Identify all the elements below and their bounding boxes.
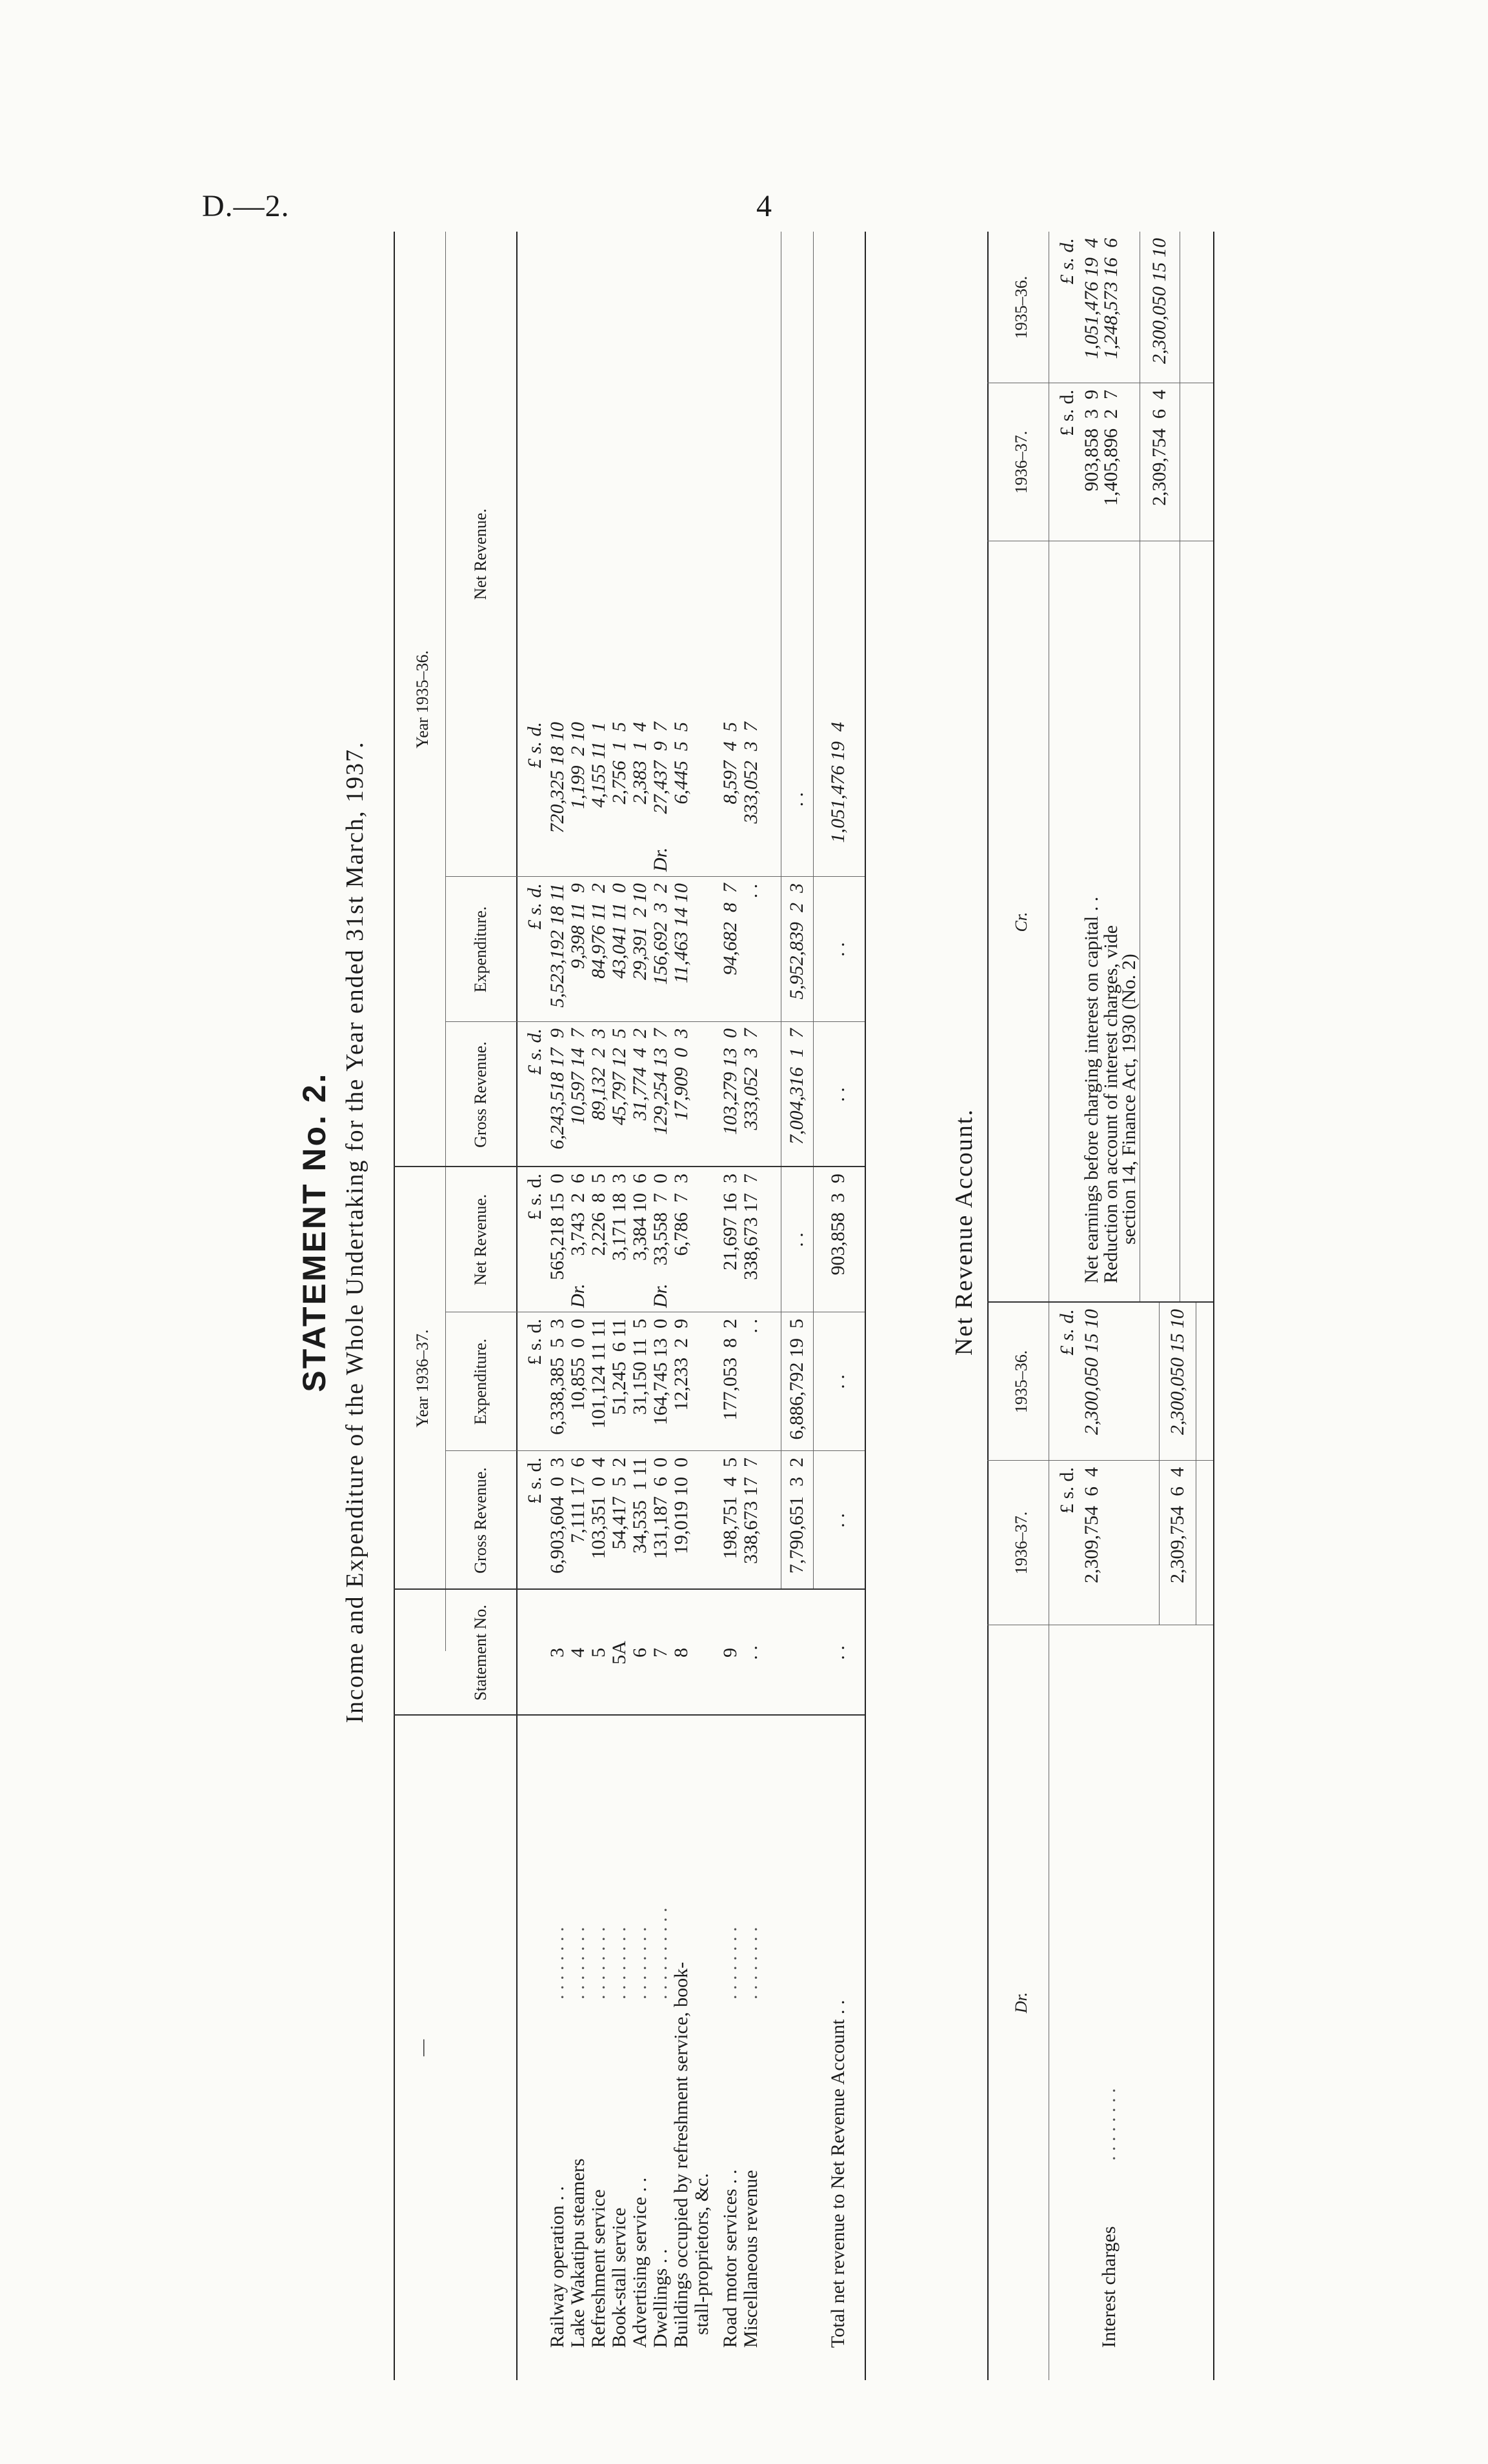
nra-top-rule bbox=[987, 232, 989, 2380]
cell-gross-1935-36: 10,597 14 7 bbox=[567, 1028, 588, 1125]
currency-expenditure-1936-37: £ s. d. bbox=[524, 1319, 545, 1365]
cell-gross-1935-36: 6,243,518 17 9 bbox=[547, 1028, 568, 1150]
nra-dr-row-1935-36: 2,300,050 15 10 bbox=[1081, 1309, 1102, 1435]
row-label: Miscellaneous revenue bbox=[740, 2170, 761, 2348]
nra-dr-row-label: Interest charges bbox=[1098, 2226, 1120, 2348]
cell-stmt-no: 7 bbox=[650, 1648, 671, 1658]
cell-expenditure-1935-36: 9,398 11 9 bbox=[567, 883, 588, 969]
nra-dr-header-1936-37: 1936–37. bbox=[1012, 1511, 1031, 1575]
cell-net-1936-37: 33,558 7 0 bbox=[650, 1174, 671, 1266]
total-net-1935-36: 1,051,476 19 4 bbox=[827, 722, 849, 843]
cell-expenditure-1936-37: 12,233 2 9 bbox=[670, 1319, 692, 1411]
col-header-expenditure-1936-37: Expenditure. bbox=[471, 1338, 490, 1425]
subtotal-net-1936-37: . . bbox=[786, 1232, 807, 1247]
col-header-expenditure-1935-36: Expenditure. bbox=[471, 906, 490, 993]
row-label: Road motor services . . bbox=[719, 2169, 741, 2348]
cell-net-1936-37: 21,697 16 3 bbox=[719, 1174, 741, 1270]
subtotal-net-1935-36: . . bbox=[786, 792, 807, 807]
cell-expenditure-1936-37: 51,245 6 11 bbox=[608, 1319, 630, 1415]
table-bottom-rule bbox=[865, 232, 866, 2380]
subtotal-gross-1936-37: 7,790,651 3 2 bbox=[786, 1457, 807, 1574]
currency-gross-1936-37: £ s. d. bbox=[524, 1457, 545, 1504]
nra-currency-dr-1935-36: £ s. d. bbox=[1056, 1309, 1078, 1356]
cell-net-1935-36: 6,445 5 5 bbox=[670, 722, 692, 805]
cell-net-1935-36: 720,325 18 10 bbox=[547, 722, 568, 834]
nra-dr-row-leaders: . . . . . . . . bbox=[1098, 2088, 1120, 2161]
nra-dr-row-1936-37: 2,309,754 6 4 bbox=[1081, 1467, 1102, 1583]
nra-dr-header: Dr. bbox=[1012, 1992, 1031, 2014]
cell-expenditure-1935-36: 84,976 11 2 bbox=[588, 883, 609, 979]
row-leader-dots: . . . . . . . . bbox=[547, 1927, 568, 1999]
cell-stmt-no: 5 bbox=[588, 1648, 609, 1658]
subtotal-expenditure-1935-36: 5,952,839 2 3 bbox=[786, 883, 807, 999]
row-label: Dwellings . . bbox=[650, 2249, 671, 2348]
subtotal-expenditure-1936-37: 6,886,792 19 5 bbox=[786, 1319, 807, 1440]
cell-net-1935-36: 4,155 11 1 bbox=[588, 722, 609, 808]
col-header-gross-1936-37: Gross Revenue. bbox=[471, 1467, 490, 1574]
col-header-net-1935-36: Net Revenue. bbox=[471, 508, 490, 600]
total-gross-1936-37: . . bbox=[827, 1513, 849, 1528]
cell-expenditure-1935-36: 94,682 8 7 bbox=[719, 883, 741, 976]
cell-expenditure-1936-37: 177,053 8 2 bbox=[719, 1319, 741, 1421]
cell-gross-1936-37: 103,351 0 4 bbox=[588, 1457, 609, 1559]
statement-subtitle: Income and Expenditure of the Whole Undertaking for the Year ended 31st March, 1937. bbox=[341, 741, 368, 1723]
cell-stmt-no: . . bbox=[740, 1645, 761, 1660]
row-label: Book-stall service bbox=[608, 2207, 630, 2348]
row-label: stall-proprietors, &c. bbox=[691, 2173, 712, 2335]
nra-cr-header: Cr. bbox=[1012, 912, 1031, 932]
total-stmt: . . bbox=[827, 1645, 849, 1660]
cell-gross-1935-36: 129,254 13 7 bbox=[650, 1028, 671, 1135]
cell-expenditure-1936-37: 6,338,385 5 3 bbox=[547, 1319, 568, 1435]
cell-net-1936-37: 3,171 18 3 bbox=[608, 1174, 630, 1261]
nra-dr-total-rule-top bbox=[1159, 1303, 1160, 1625]
cell-gross-1936-37: 338,673 17 7 bbox=[740, 1457, 761, 1564]
nra-cr-total-1935-36: 2,300,050 15 10 bbox=[1149, 238, 1170, 364]
cell-gross-1936-37: 131,187 6 0 bbox=[650, 1457, 671, 1559]
cell-net-1936-37: 338,673 17 7 bbox=[740, 1174, 761, 1280]
cell-net-1935-36: 27,437 9 7 bbox=[650, 722, 671, 814]
nra-dr-total-1935-36: 2,300,050 15 10 bbox=[1167, 1309, 1188, 1435]
row-label: Railway operation . . bbox=[547, 2186, 568, 2348]
nra-cr-row-label-2: Reduction on account of interest charges, vide bbox=[1100, 925, 1121, 1283]
currency-expenditure-1935-36: £ s. d. bbox=[524, 883, 545, 930]
nra-cr-header-1936-37: 1936–37. bbox=[1012, 430, 1031, 494]
cell-net-1935-36: 1,199 2 10 bbox=[567, 722, 588, 809]
row-label: Buildings occupied by refreshment service, book- bbox=[670, 1961, 692, 2348]
row-label: Advertising service . . bbox=[629, 2177, 650, 2348]
row-leader-dots: . . . . . . . . bbox=[719, 1927, 741, 1999]
debit-marker-1935-36: Dr. bbox=[650, 847, 671, 872]
nra-cr-row-2-1935-36: 1,248,573 16 6 bbox=[1100, 238, 1121, 359]
total-expenditure-1935-36: . . bbox=[827, 942, 849, 957]
nra-cr-row-2-1936-37: 1,405,896 2 7 bbox=[1100, 390, 1121, 506]
cell-expenditure-1936-37: 10,855 0 0 bbox=[567, 1319, 588, 1411]
cell-stmt-no: 5A bbox=[608, 1641, 630, 1665]
cell-stmt-no: 8 bbox=[670, 1648, 692, 1658]
cell-expenditure-1936-37: 101,124 11 11 bbox=[588, 1319, 609, 1429]
nra-dr-total-1936-37: 2,309,754 6 4 bbox=[1167, 1467, 1188, 1583]
col-header-net-1936-37: Net Revenue. bbox=[471, 1194, 490, 1286]
subtotal-gross-1935-36: 7,004,316 1 7 bbox=[786, 1028, 807, 1145]
total-gross-1935-36: . . bbox=[827, 1087, 849, 1102]
cell-expenditure-1935-36: 5,523,192 18 11 bbox=[547, 883, 568, 1008]
nra-cr-total-1936-37: 2,309,754 6 4 bbox=[1149, 390, 1170, 506]
row-leader-dots: . . . . . . . . bbox=[608, 1927, 630, 1999]
row-leader-dots: . . . . . . . . bbox=[740, 1927, 761, 1999]
cell-gross-1936-37: 34,535 1 11 bbox=[629, 1457, 650, 1554]
cell-expenditure-1935-36: 43,041 11 0 bbox=[608, 883, 630, 979]
nra-dr-header-1935-36: 1935–36. bbox=[1012, 1350, 1031, 1414]
nra-bottom-rule bbox=[1213, 232, 1214, 2380]
total-expenditure-1936-37: . . bbox=[827, 1374, 849, 1389]
nra-cr-header-1935-36: 1935–36. bbox=[1012, 275, 1031, 339]
currency-net-1936-37: £ s. d. bbox=[524, 1174, 545, 1220]
row-leader-dots: . . . . . . . . bbox=[567, 1927, 588, 1999]
col-header-statement-no: Statement No. bbox=[471, 1605, 490, 1701]
cell-stmt-no: 3 bbox=[547, 1648, 568, 1658]
cell-gross-1935-36: 31,774 4 2 bbox=[629, 1028, 650, 1121]
cell-gross-1935-36: 17,909 0 3 bbox=[670, 1028, 692, 1121]
cell-gross-1935-36: 89,132 2 3 bbox=[588, 1028, 609, 1121]
cell-net-1936-37: 3,743 2 6 bbox=[567, 1174, 588, 1256]
cell-net-1935-36: 8,597 4 5 bbox=[719, 722, 741, 805]
row-leader-dots: . . . . . . . . bbox=[629, 1927, 650, 1999]
subtotal-rule-bottom bbox=[813, 232, 814, 1590]
cell-gross-1935-36: 103,279 13 0 bbox=[719, 1028, 741, 1135]
cell-net-1935-36: 2,756 1 5 bbox=[608, 722, 630, 805]
nra-cr-row-1-1935-36: 1,051,476 19 4 bbox=[1081, 238, 1102, 359]
nra-cr-row-label-1: Net earnings before charging interest on capital . . bbox=[1081, 896, 1102, 1283]
nra-currency-cr-1936-37: £ s. d. bbox=[1056, 390, 1078, 436]
cell-expenditure-1936-37: 31,150 11 5 bbox=[629, 1319, 650, 1415]
nra-currency-cr-1935-36: £ s. d. bbox=[1056, 238, 1078, 285]
page-number: 4 bbox=[756, 189, 772, 223]
cell-stmt-no: 6 bbox=[629, 1648, 650, 1658]
cell-expenditure-1935-36: 156,692 3 2 bbox=[650, 883, 671, 985]
cell-net-1936-37: 3,384 10 6 bbox=[629, 1174, 650, 1261]
total-net-1936-37: 903,858 3 9 bbox=[827, 1174, 849, 1276]
cell-gross-1936-37: 54,417 5 2 bbox=[608, 1457, 630, 1550]
cell-gross-1936-37: 6,903,604 0 3 bbox=[547, 1457, 568, 1574]
total-net-revenue-label: Total net revenue to Net Revenue Account . . bbox=[827, 1999, 849, 2348]
row-label: Refreshment service bbox=[588, 2189, 609, 2348]
page-reference: D.—2. bbox=[202, 189, 290, 223]
cell-expenditure-1936-37: 164,745 13 0 bbox=[650, 1319, 671, 1425]
cell-expenditure-1935-36: 29,391 2 10 bbox=[629, 883, 650, 980]
row-label: Lake Wakatipu steamers bbox=[567, 2158, 588, 2348]
table-top-rule bbox=[394, 232, 395, 2380]
nra-currency-dr-1936-37: £ s. d. bbox=[1056, 1467, 1078, 1514]
nra-cr-row-label-3: section 14, Finance Act, 1930 (No. 2) bbox=[1118, 954, 1140, 1245]
header-year-1936-37: Year 1936–37. bbox=[413, 1329, 432, 1428]
col-header-blank: — bbox=[413, 2039, 432, 2056]
cell-gross-1935-36: 333,052 3 7 bbox=[740, 1028, 761, 1130]
cell-net-1935-36: 2,383 1 4 bbox=[629, 722, 650, 805]
cell-gross-1935-36: 45,797 12 5 bbox=[608, 1028, 630, 1125]
cell-expenditure-1936-37: . . bbox=[740, 1319, 761, 1334]
row-leader-dots: . . . . . . . . bbox=[588, 1927, 609, 1999]
header-year-1935-36: Year 1935–36. bbox=[413, 650, 432, 748]
net-revenue-account-title: Net Revenue Account. bbox=[950, 1108, 978, 1356]
cell-stmt-no: 9 bbox=[719, 1648, 741, 1658]
currency-net-1935-36: £ s. d. bbox=[524, 722, 545, 768]
cell-net-1936-37: 6,786 7 3 bbox=[670, 1174, 692, 1256]
cell-stmt-no: 4 bbox=[567, 1648, 588, 1658]
nra-cr-row-1-1936-37: 903,858 3 9 bbox=[1081, 390, 1102, 492]
debit-marker-1936-37: Dr. bbox=[567, 1283, 588, 1308]
cell-net-1936-37: 565,218 15 0 bbox=[547, 1174, 568, 1280]
row-leader-dots: . . . . . . . . . . bbox=[650, 1907, 671, 1999]
cell-gross-1936-37: 7,111 17 6 bbox=[567, 1457, 588, 1543]
cell-net-1936-37: 2,226 8 5 bbox=[588, 1174, 609, 1256]
debit-marker-1936-37: Dr. bbox=[650, 1283, 671, 1308]
cell-gross-1936-37: 198,751 4 5 bbox=[719, 1457, 741, 1559]
year-header-rule bbox=[445, 232, 446, 1651]
currency-gross-1935-36: £ s. d. bbox=[524, 1028, 545, 1075]
col-header-gross-1935-36: Gross Revenue. bbox=[471, 1041, 490, 1148]
cell-gross-1936-37: 19,019 10 0 bbox=[670, 1457, 692, 1554]
statement-title: STATEMENT No. 2. bbox=[296, 1072, 332, 1392]
cell-expenditure-1935-36: 11,463 14 10 bbox=[670, 883, 692, 984]
cell-net-1935-36: 333,052 3 7 bbox=[740, 722, 761, 824]
table-header-rule bbox=[516, 232, 518, 2380]
cell-expenditure-1935-36: . . bbox=[740, 883, 761, 898]
